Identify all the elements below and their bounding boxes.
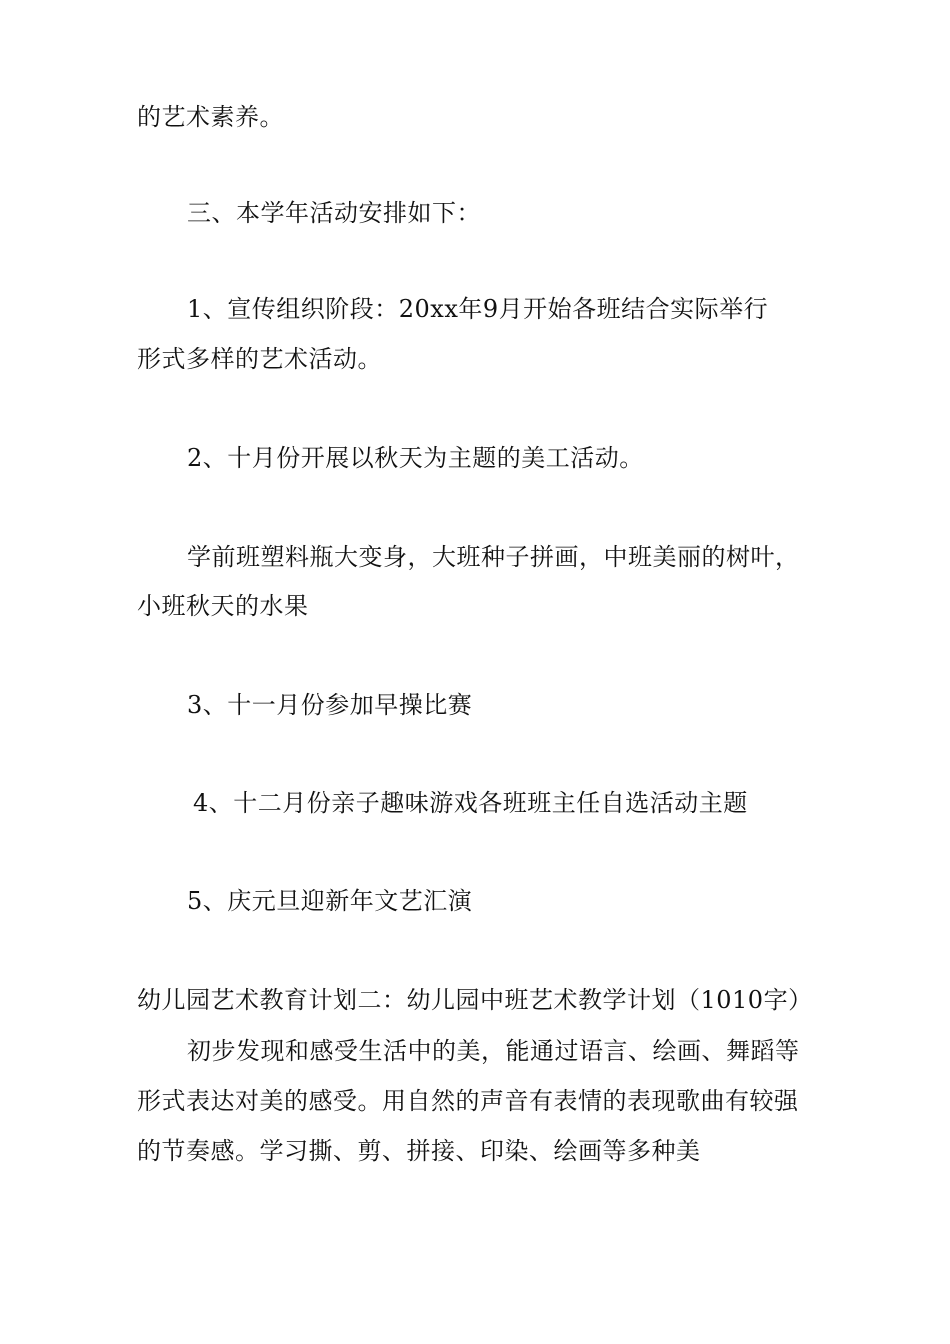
list-item: 2、十月份开展以秋天为主题的美工活动。 [187, 444, 644, 472]
paragraph-line: 形式表达对美的感受。用自然的声音有表情的表现歌曲有较强 [137, 1087, 799, 1115]
list-item: 4、十二月份亲子趣味游戏各班班主任自选活动主题 [193, 789, 748, 817]
list-item: 5、庆元旦迎新年文艺汇演 [187, 887, 473, 915]
paragraph-line: 形式多样的艺术活动。 [137, 345, 382, 373]
paragraph-line: 小班秋天的水果 [137, 592, 309, 620]
paragraph-line: 学前班塑料瓶大变身，大班种子拼画，中班美丽的树叶， [187, 543, 800, 571]
paragraph-line: 的艺术素养。 [137, 103, 284, 131]
section-heading: 三、本学年活动安排如下： [187, 199, 481, 227]
list-item: 3、十一月份参加早操比赛 [187, 691, 473, 719]
paragraph-line: 初步发现和感受生活中的美，能通过语言、绘画、舞蹈等 [187, 1037, 800, 1065]
section-title: 幼儿园艺术教育计划二：幼儿园中班艺术教学计划（1010字） [137, 986, 813, 1014]
list-item: 1、宣传组织阶段：20xx年9月开始各班结合实际举行 [187, 295, 769, 323]
paragraph-line: 的节奏感。学习撕、剪、拼接、印染、绘画等多种美 [137, 1137, 701, 1165]
